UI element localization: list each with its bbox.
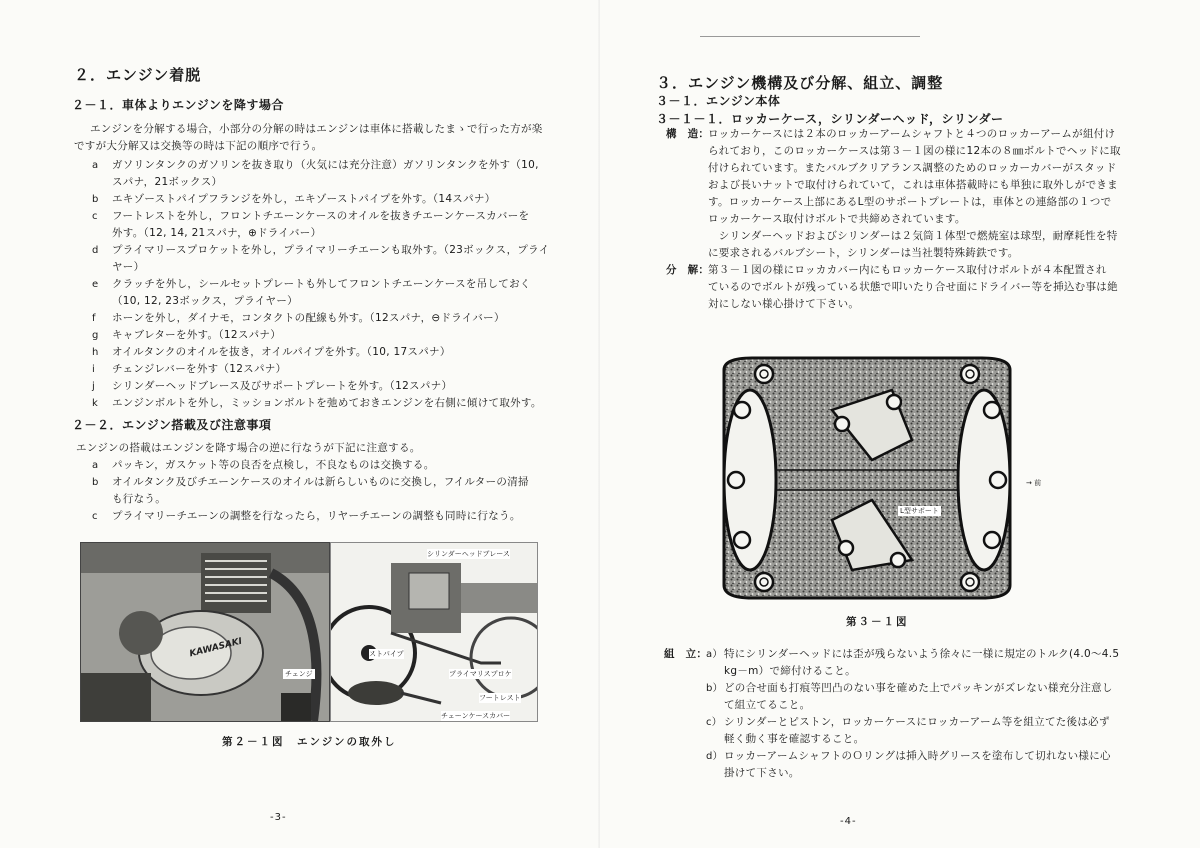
item-marker: c）	[706, 717, 723, 728]
page-number: -3-	[270, 812, 287, 823]
engine-photo-left	[80, 542, 330, 722]
page-number: -4-	[840, 816, 857, 827]
item-marker: h	[92, 347, 99, 358]
list-item: 外す。（12, 14, 21スパナ，⊕ドライバー）	[112, 227, 322, 239]
list-item: スパナ，21ボックス）	[112, 176, 223, 188]
item-marker: j	[92, 381, 96, 392]
intro-line: エンジンの搭載はエンジンを降す場合の逆に行なうが下記に注意する。	[76, 442, 421, 454]
item-marker: d	[92, 245, 99, 256]
left-page	[0, 0, 598, 848]
disassembly-line: ているのでボルトが残っている状態で叩いたり合せ面にドライバー等を挿込む事は絶	[708, 281, 1118, 293]
item-marker: f	[92, 313, 96, 324]
structure-line: および長いナットで取付けられていて，これは車体搭載時にも単独に取外しができま	[708, 179, 1118, 191]
photo-label-exhaust: ストパイプ	[369, 650, 404, 658]
figure-caption: 第２－１図 エンジンの取外し	[222, 736, 397, 748]
structure-label: 構 造：	[666, 128, 710, 140]
assembly-line: 特にシリンダーヘッドには歪が残らないよう徐々に一様に規定のトルク(4.0～4.5	[724, 648, 1120, 660]
figure-caption: 第３－１図	[846, 616, 909, 628]
list-item: エキゾーストパイプフランジを外し，エキゾーストパイプを外す。（14スパナ）	[112, 193, 496, 205]
l-support-label: L型サポート	[900, 507, 939, 515]
list-item: プライマリースプロケットを外し，プライマリーチエーンも取外す。（23ボックス，プライ	[112, 244, 550, 256]
item-marker: a）	[706, 649, 723, 660]
assembly-line: シリンダーとピストン，ロッカーケースにロッカーアーム等を組立てた後は必ず	[724, 716, 1110, 728]
list-item: フートレストを外し，フロントチエーンケースのオイルを抜きチエーンケースカバーを	[112, 210, 530, 222]
intro-line: ですが大分解又は交換等の時は下記の順序で行う。	[74, 140, 323, 152]
disassembly-label: 分 解：	[666, 264, 710, 276]
item-marker: b	[92, 477, 99, 488]
assembly-line: kg－m）で締付けること。	[724, 665, 856, 677]
item-marker: b）	[706, 683, 723, 694]
rocker-case-figure	[712, 350, 1022, 605]
engine-photo-right	[330, 542, 538, 722]
assembly-line: 軽く動く事を確認すること。	[724, 733, 865, 745]
right-page	[600, 0, 1200, 848]
subsection-title: ２－１．車体よりエンジンを降す場合	[72, 98, 284, 112]
subsection-title: ３－１．エンジン本体	[656, 94, 781, 108]
assembly-line: どの合せ面も打痕等凹凸のない事を確めた上でパッキンがズレない様充分注意し	[724, 682, 1113, 694]
list-item: プライマリーチエーンの調整を行なったら，リヤーチエーンの調整も同時に行なう。	[112, 510, 521, 522]
disassembly-line: 対にしない様心掛けて下さい。	[708, 298, 860, 310]
disassembly-line: 第３－１図の様にロッカカバー内にもロッカーケース取付けボルトが４本配置され	[708, 264, 1107, 276]
photo-label-footrest: フートレスト	[479, 694, 521, 702]
photo-label-change: チェンジ	[285, 670, 313, 678]
item-marker: g	[92, 330, 99, 341]
section-title: ３．エンジン機構及び分解、組立、調整	[656, 74, 944, 92]
front-arrow-label: → 前	[1026, 479, 1042, 487]
item-marker: e	[92, 279, 99, 290]
assembly-line: 掛けて下さい。	[724, 767, 800, 779]
list-item: も行なう。	[112, 493, 166, 505]
item-marker: c	[92, 211, 98, 222]
structure-line: ロッカーケースには２本のロッカーアームシャフトと４つのロッカーアームが組付け	[708, 128, 1116, 140]
list-item: シリンダーヘッドブレース及びサポートプレートを外す。（12スパナ）	[112, 380, 453, 392]
structure-line: に要求されるバルブシート，シリンダーは当社製特殊鋳鉄です。	[708, 247, 1019, 259]
structure-line: す。ロッカーケース上部にあるL型のサポートプレートは，車体との連絡部の１つで	[708, 196, 1112, 208]
list-item: エンジンボルトを外し，ミッションボルトを弛めておきエンジンを右側に傾けて取外す。	[112, 397, 542, 409]
list-item: ガソリンタンクのガソリンを抜き取り（火気には充分注意）ガソリンタンクを外す（10,	[112, 159, 539, 171]
list-item: パッキン，ガスケット等の良否を点検し，不良なものは交換する。	[112, 459, 435, 471]
structure-line: ロッカーケース取付けボルトで共締めされています。	[708, 213, 966, 225]
item-marker: d）	[706, 751, 723, 762]
item-marker: c	[92, 511, 98, 522]
assembly-line: て組立てること。	[724, 699, 811, 711]
list-item: クラッチを外し，シールセットプレートも外してフロントチエーンケースを吊しておく	[112, 278, 531, 290]
intro-line: エンジンを分解する場合，小部分の分解の時はエンジンは車体に搭載したまゝで行った方が楽	[90, 123, 543, 135]
structure-line: られており，このロッカーケースは第３－１図の様に12本の８㎜ボルトでヘッドに取	[708, 145, 1121, 157]
item-marker: a	[92, 460, 99, 471]
list-item: チェンジレバーを外す（12スパナ）	[112, 363, 287, 375]
assembly-label: 組 立：	[664, 648, 708, 660]
subsection-title: ２－２．エンジン搭載及び注意事項	[72, 418, 272, 432]
brand-label: KAWASAKI	[188, 636, 244, 660]
assembly-line: ロッカーアームシャフトのＯリングは挿入時グリースを塗布して切れない様に心	[724, 750, 1111, 762]
section-title: ２．エンジン着脱	[74, 66, 202, 84]
item-marker: a	[92, 160, 99, 171]
item-marker: k	[92, 398, 99, 409]
list-item: キャブレターを外す。（12スパナ）	[112, 329, 282, 341]
structure-line: 付けられています。またバルブクリアランス調整のためのロッカーカバーがスタッド	[708, 162, 1117, 174]
list-item: オイルタンクのオイルを抜き，オイルパイプを外す。（10, 17スパナ）	[112, 346, 451, 358]
list-item: ヤー）	[112, 261, 145, 273]
photo-label-primary: プライマリスプロケ	[449, 670, 512, 678]
photo-label-chaincover: チェーンケースカバー	[441, 712, 511, 720]
photo-label-brace: シリンダーヘッドブレース	[427, 550, 510, 558]
list-item: （10, 12, 23ボックス，プライヤー）	[112, 295, 298, 307]
structure-line: シリンダーヘッドおよびシリンダーは２気筒１体型で燃焼室は球型，耐摩耗性を特	[708, 230, 1118, 242]
item-marker: b	[92, 194, 99, 205]
subsubsection-title: ３－１－１．ロッカーケース，シリンダーヘッド，シリンダー	[656, 112, 1004, 126]
list-item: オイルタンク及びチエーンケースのオイルは新らしいものに交換し，フイルターの清掃	[112, 476, 529, 488]
list-item: ホーンを外し，ダイナモ，コンタクトの配線も外す。（12スパナ，⊖ドライバー）	[112, 312, 505, 324]
scan-mark	[700, 36, 920, 37]
item-marker: i	[92, 364, 96, 375]
